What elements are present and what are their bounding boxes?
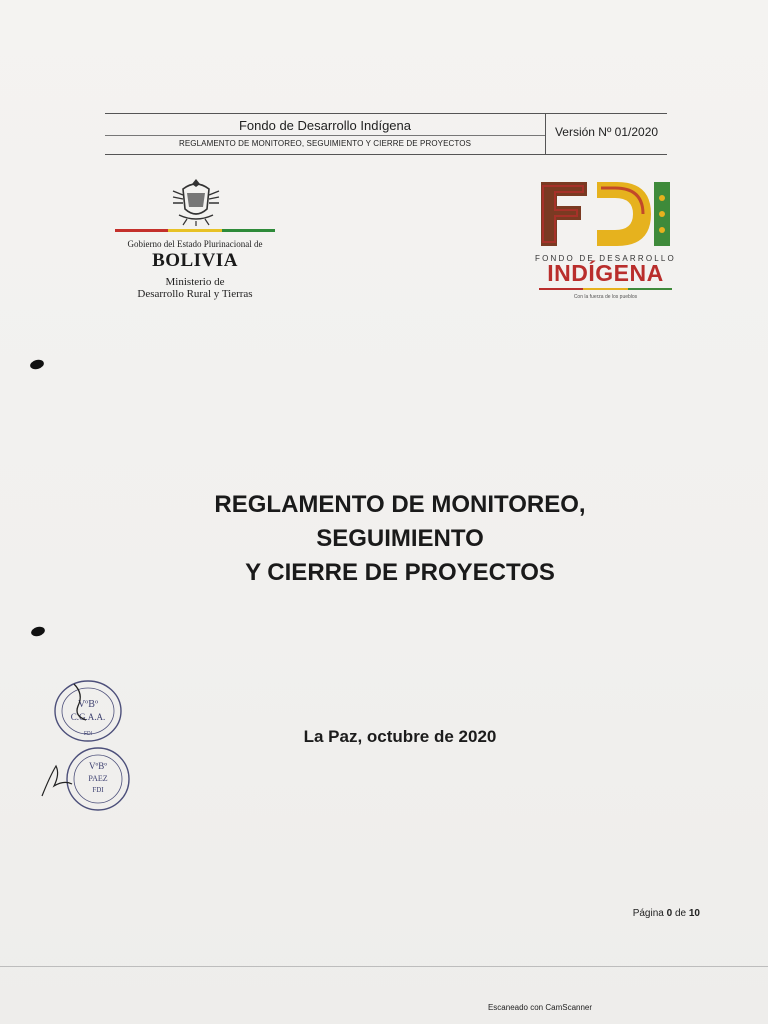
ministry-line-2: Desarrollo Rural y Tierras — [137, 288, 253, 300]
header-left-cell — [105, 114, 546, 154]
government-line: Gobierno del Estado Plurinacional de — [127, 239, 263, 249]
header-subtitle: REGLAMENTO DE MONITOREO, SEGUIMIENTO Y CIERRE DE PROYECTOS — [178, 139, 472, 148]
page-total: 10 — [688, 908, 700, 919]
page-number — [560, 908, 700, 919]
stamp2-line-3: FDI — [92, 786, 104, 794]
ministry-line-1: Ministerio de — [165, 276, 225, 288]
header-org-name: Fondo de Desarrollo Indígena — [238, 118, 411, 133]
page-middle: de — [672, 908, 689, 919]
stamp1-line-2: C.G.A.A. — [70, 712, 106, 722]
title-line-1: REGLAMENTO DE MONITOREO, — [214, 491, 586, 518]
title-line-3: Y CIERRE DE PROYECTOS — [245, 559, 555, 586]
approval-stamp-paez — [36, 744, 132, 814]
fdi-small-text: FONDO DE DESARROLLO — [535, 254, 676, 263]
approval-stamp-cgaa — [52, 678, 124, 744]
place-and-date: La Paz, octubre de 2020 — [303, 727, 497, 746]
stamp2-line-1: VºBº — [88, 761, 108, 771]
header-divider — [105, 135, 545, 136]
bolivia-government-logo — [115, 175, 285, 305]
hole-punch-mark — [30, 625, 46, 637]
fdi-color-bars-icon — [539, 288, 672, 290]
fdi-tagline: Con la fuerza de los pueblos — [573, 294, 638, 300]
fdi-logo — [533, 178, 678, 308]
fdi-big-text: INDÍGENA — [547, 260, 664, 286]
document-header — [105, 113, 667, 155]
page-prefix: Página — [632, 908, 667, 919]
document-title — [100, 488, 700, 590]
stamp2-line-2: PAEZ — [88, 774, 108, 783]
hole-punch-mark — [29, 358, 45, 370]
country-name: BOLIVIA — [152, 250, 238, 271]
stamp1-ring-text: FDI — [83, 731, 93, 737]
bolivia-flag-stripe-icon — [115, 229, 275, 232]
coat-of-arms-icon — [165, 175, 227, 227]
stamp1-line-1: VºBº — [77, 699, 99, 710]
page-bottom-edge — [0, 966, 768, 967]
title-line-2: SEGUIMIENTO — [316, 525, 484, 552]
page-current: 0 — [666, 908, 673, 919]
ministry-name — [115, 276, 275, 300]
scanner-watermark: Escaneado con CamScanner — [487, 1003, 593, 1012]
fdi-letters-icon — [539, 178, 672, 250]
header-version: Versión Nº 01/2020 — [554, 125, 659, 139]
